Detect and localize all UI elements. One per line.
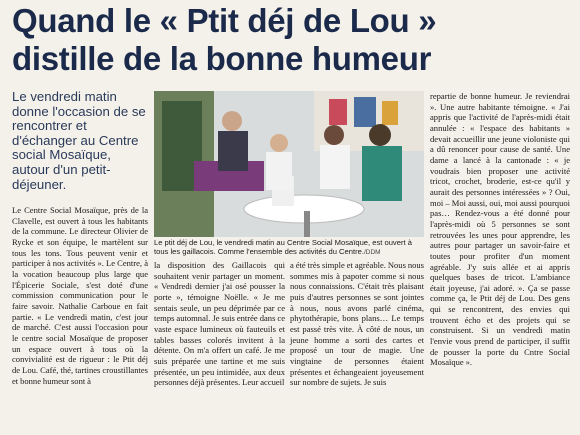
- body-column-3: [290, 260, 424, 388]
- headline-line-2: distille de la bonne humeur: [12, 40, 432, 77]
- body-column-1: [12, 205, 148, 386]
- body-column-2: [154, 260, 285, 388]
- headline: [12, 2, 572, 78]
- body-text-3: a été très simple et agréable. Nous nous sommes mis à papoter comme si nous nous connaissions. C'était très plaisant puis d'autres personnes se sont jointes à nous, nous avons parlé cinéma, phytothérapie, bons plans… Le temps est passé très vite. À côté de nous, un jeune homme a sorti des cartes et proposé un tour de magie. Une vingtaine de personnes étaient présentes et échangeaient joyeusement sur nombre de sujets. Je suis: [290, 260, 424, 388]
- body-text-1: Le Centre Social Mosaïque, près de la Clavelle, est ouvert à tous les habitants de la commune. Le directeur Olivier de Rycke et son équipe, le martèlent sur tous les tons. Tous peuvent venir et participer à nos activités ». Le Centre, à la vocation beaucoup plus large que l'Épicerie Sociale, s'est doté d'une commission communication pour le faire savoir. Nathalie Carboue en fait partie. « Le vendredi matin, c'est jour de marché. C'est aussi l'occasion pour le centre social Mosaïque de proposer un espace ouvert à tous où la convivialité est de rigueur : le Ptit déj de Lou. Café, thé, tartines croustillantes et bonne humeur sont à: [12, 205, 148, 386]
- body-text-4: repartie de bonne humeur. Je reviendrai ». Une autre habitante témoigne. « J'ai appris que l'activité de l'après-midi était annulée : « l'espace des habitants » devait accueillir une jeune violoniste qui a dû renoncer pour cause de santé. Une dame a lancé à la cantonade : « je voudrais bien proposer une activité tricot, crochet, broderie, est-ce qu'il y aurait des personnes intéressées » ? Oui, moi – Moi aussi, oui, moi aussi pourquoi pas… Rendez-vous a été donné pour l'après-midi où 5 personnes se sont retrouvées les unes pour apprendre, les autres pour partager un savoir-faire et toutes pour profiter d'un moment agréable. J'y suis allée et ai appris quelques bases de tricot. L'ambiance était joyeuse, j'ai adoré. ». Ça se passe comme ça, le Ptit déj de Lou. Des gens qui se rencontrent, des envies qui trouvent écho et des projets qui se construisent. Si un vendredi matin l'envie vous prend de participer, il suffit de pousser la porte du Cntre Social Mosaïque ».: [430, 91, 570, 368]
- body-text-2: la disposition des Gaillacois qui souhaitent venir partager un moment. « Vendredi dernier j'ai osé pousser la porte », témoigne Noëlle. « Je me sentais seule, un peu déprimée par ce temps automnal. Je suis entrée dans ce vaste espace lumineux où fauteuils et tables basses colorés invitent à la détente. On m'a offert un café. Je me suis préparée une tartine et me suis présentée, un peu intimidée, aux deux personnes déjà présentes. Leur accueil: [154, 260, 285, 388]
- body-column-4: [430, 91, 570, 368]
- photo-credit: /DDM: [363, 249, 381, 256]
- caption-text: Le ptit déj de Lou, le vendredi matin au Centre Social Mosaïque, est ouvert à tous les gaillacois. Comme l'ensemble des activités du Centre.: [154, 238, 412, 256]
- photo-caption: [154, 238, 424, 257]
- headline-line-1: Quand le « Ptit déj de Lou »: [12, 2, 437, 39]
- lead-paragraph: Le vendredi matin donne l'occasion de se rencontrer et d'échanger au Centre social Mosaïque, autour d'un petit-déjeuner.: [12, 89, 146, 192]
- article-photo: [154, 91, 424, 237]
- photo-illustration: [154, 91, 424, 237]
